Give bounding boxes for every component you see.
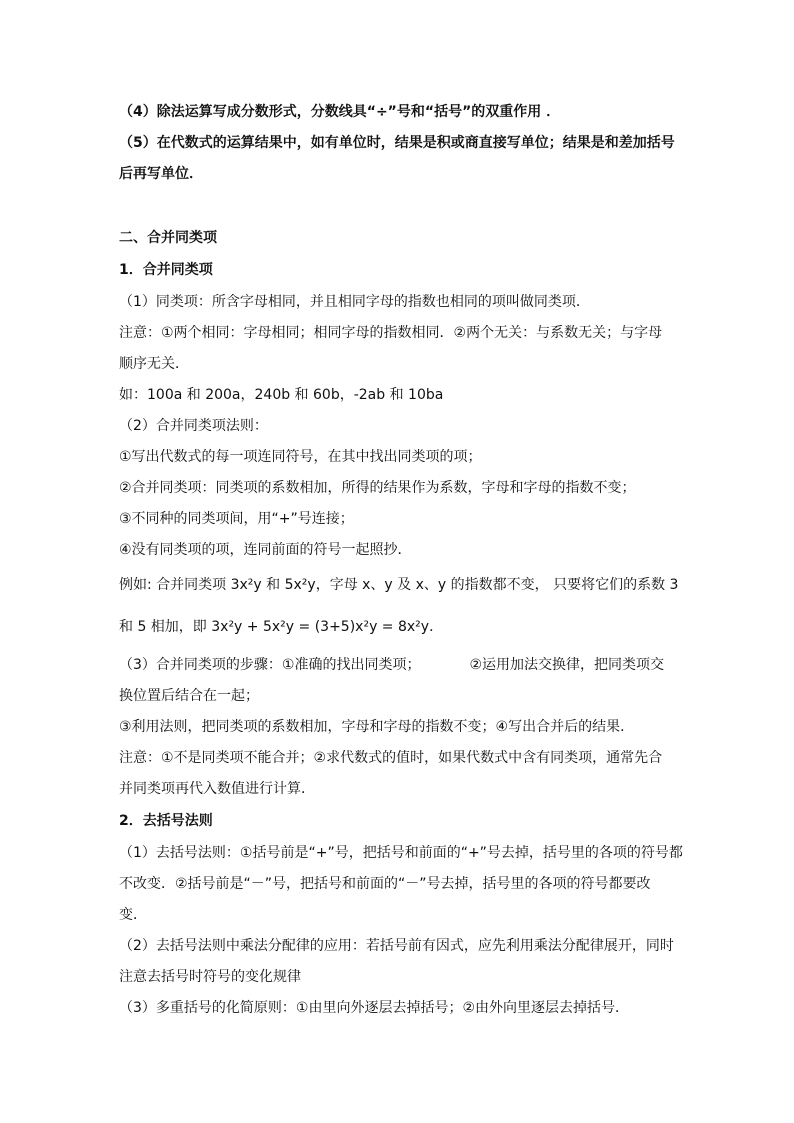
note-like-terms-cont: 顺序无关． — [119, 356, 189, 372]
steps-cont: 换位置后结合在一起； — [119, 688, 259, 704]
rule-step-2: ②合并同类项：同类项的系数相加，所得的结果作为系数，字母和字母的指数不变； — [119, 480, 636, 496]
section-heading-combine-like-terms: 二、合并同类项 — [119, 230, 217, 246]
bracket-rule-1-cont: 不改变．②括号前是“－”号，把括号和前面的“－”号去掉，括号里的各项的符号都要改 — [119, 876, 651, 892]
note-combine: 注意：①不是同类项不能合并；②求代数式的值时，如果代数式中含有同类项，通常先合 — [119, 750, 663, 766]
example-combine-equation: 和 5 相加，即 3x²y + 5x²y = (3+5)x²y = 8x²y． — [119, 619, 444, 635]
definition-like-terms: （1）同类项：所含字母相同，并且相同字母的指数也相同的项叫做同类项． — [119, 294, 590, 310]
note-like-terms: 注意：①两个相同：字母相同；相同字母的指数相同．②两个无关：与系数无关；与字母 — [119, 325, 663, 341]
bracket-rule-2: （2）去括号法则中乘法分配律的应用：若括号前有因式，应先利用乘法分配律展开，同时 — [119, 938, 674, 954]
rule-5-units: （5）在代数式的运算结果中，如有单位时，结果是积或商直接写单位；结果是和差加括号 — [119, 135, 675, 151]
examples-like-terms: 如：100a 和 200a，240b 和 60b，-2ab 和 10ba — [119, 387, 444, 403]
bracket-rule-1: （1）去括号法则：①括号前是“+”号，把括号和前面的“+”号去掉，括号里的各项的符号都 — [119, 845, 683, 861]
subheading-remove-brackets: 2．去括号法则 — [119, 813, 213, 829]
example-combine: 例如: 合并同类项 3x²y 和 5x²y，字母 x、y 及 x、y 的指数都不变， 只要将它们的系数 3 — [119, 577, 679, 593]
bracket-rule-2-cont: 注意去括号时符号的变化规律 — [119, 969, 301, 985]
note-combine-cont: 并同类项再代入数值进行计算． — [119, 781, 315, 797]
subheading-combine-like-terms: 1．合并同类项 — [119, 262, 213, 278]
rule-step-1: ①写出代数式的每一项连同符号，在其中找出同类项的项； — [119, 449, 482, 465]
rule-5-units-cont: 后再写单位． — [119, 166, 203, 182]
steps-3-4: ③利用法则，把同类项的系数相加，字母和字母的指数不变；④写出合并后的结果． — [119, 719, 635, 735]
rule-heading: （2）合并同类项法则： — [119, 418, 268, 434]
steps-heading: （3）合并同类项的步骤：①准确的找出同类项； ②运用加法交换律，把同类项交 — [119, 657, 665, 673]
rule-step-3: ③不同种的同类项间，用“+”号连接； — [119, 511, 354, 527]
bracket-rule-3: （3）多重括号的化简原则：①由里向外逐层去掉括号；②由外向里逐层去掉括号． — [119, 1000, 630, 1016]
rule-4-division: （4）除法运算写成分数形式，分数线具“÷”号和“括号”的双重作用 ． — [119, 104, 561, 120]
bracket-rule-1-end: 变． — [119, 907, 147, 923]
rule-step-4: ④没有同类项的项，连同前面的符号一起照抄． — [119, 542, 412, 558]
